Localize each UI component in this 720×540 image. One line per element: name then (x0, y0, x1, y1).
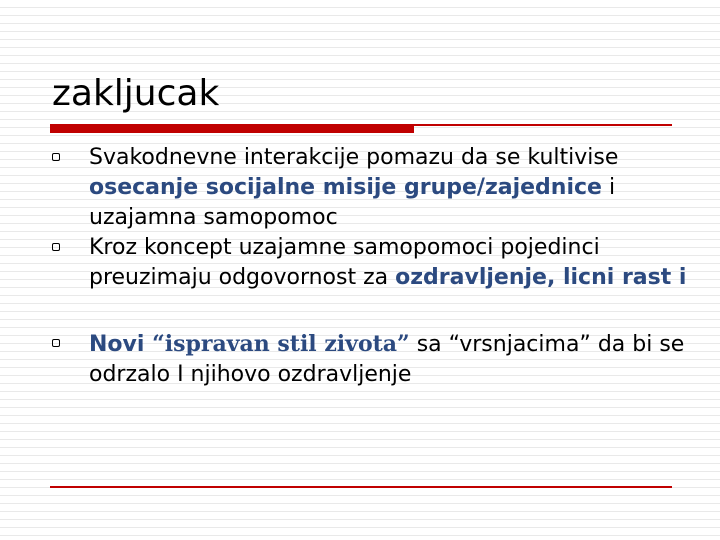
title-underline (50, 124, 672, 133)
hollow-square-icon (52, 243, 60, 251)
title-rule-line (414, 124, 672, 126)
bullet-3-highlight-b: “ispravan stil zivota” (152, 331, 410, 357)
bullet-2-text-a: Kroz koncept uzajamne samopomoci pojedinci preuzimaju odgovornost za (89, 235, 600, 290)
bullet-2-highlight: ozdravljenje, licni rast i (395, 265, 687, 290)
bullet-1-text-a: Svakodnevne interakcije pomazu da se kultivise (89, 145, 619, 170)
bullet-1-text-b: i uzajamna samopomoc (89, 175, 616, 230)
footer-rule (50, 486, 672, 488)
slide-title: zakljucak (52, 73, 220, 114)
bullet-3-text: sa “vrsnjacima” da bi se odrzalo I njihovo ozdravljenje (89, 332, 685, 387)
bullet-item-1 (52, 143, 692, 233)
hollow-square-icon (52, 153, 60, 161)
bullet-list (52, 143, 692, 390)
bullet-item-3 (52, 329, 692, 390)
hollow-square-icon (52, 339, 60, 347)
accent-bar (50, 124, 414, 133)
bullet-1-highlight: osecanje socijalne misije grupe/zajednice (89, 175, 602, 200)
bullet-item-2 (52, 233, 692, 293)
bullet-3-highlight-a: Novi (89, 332, 153, 357)
